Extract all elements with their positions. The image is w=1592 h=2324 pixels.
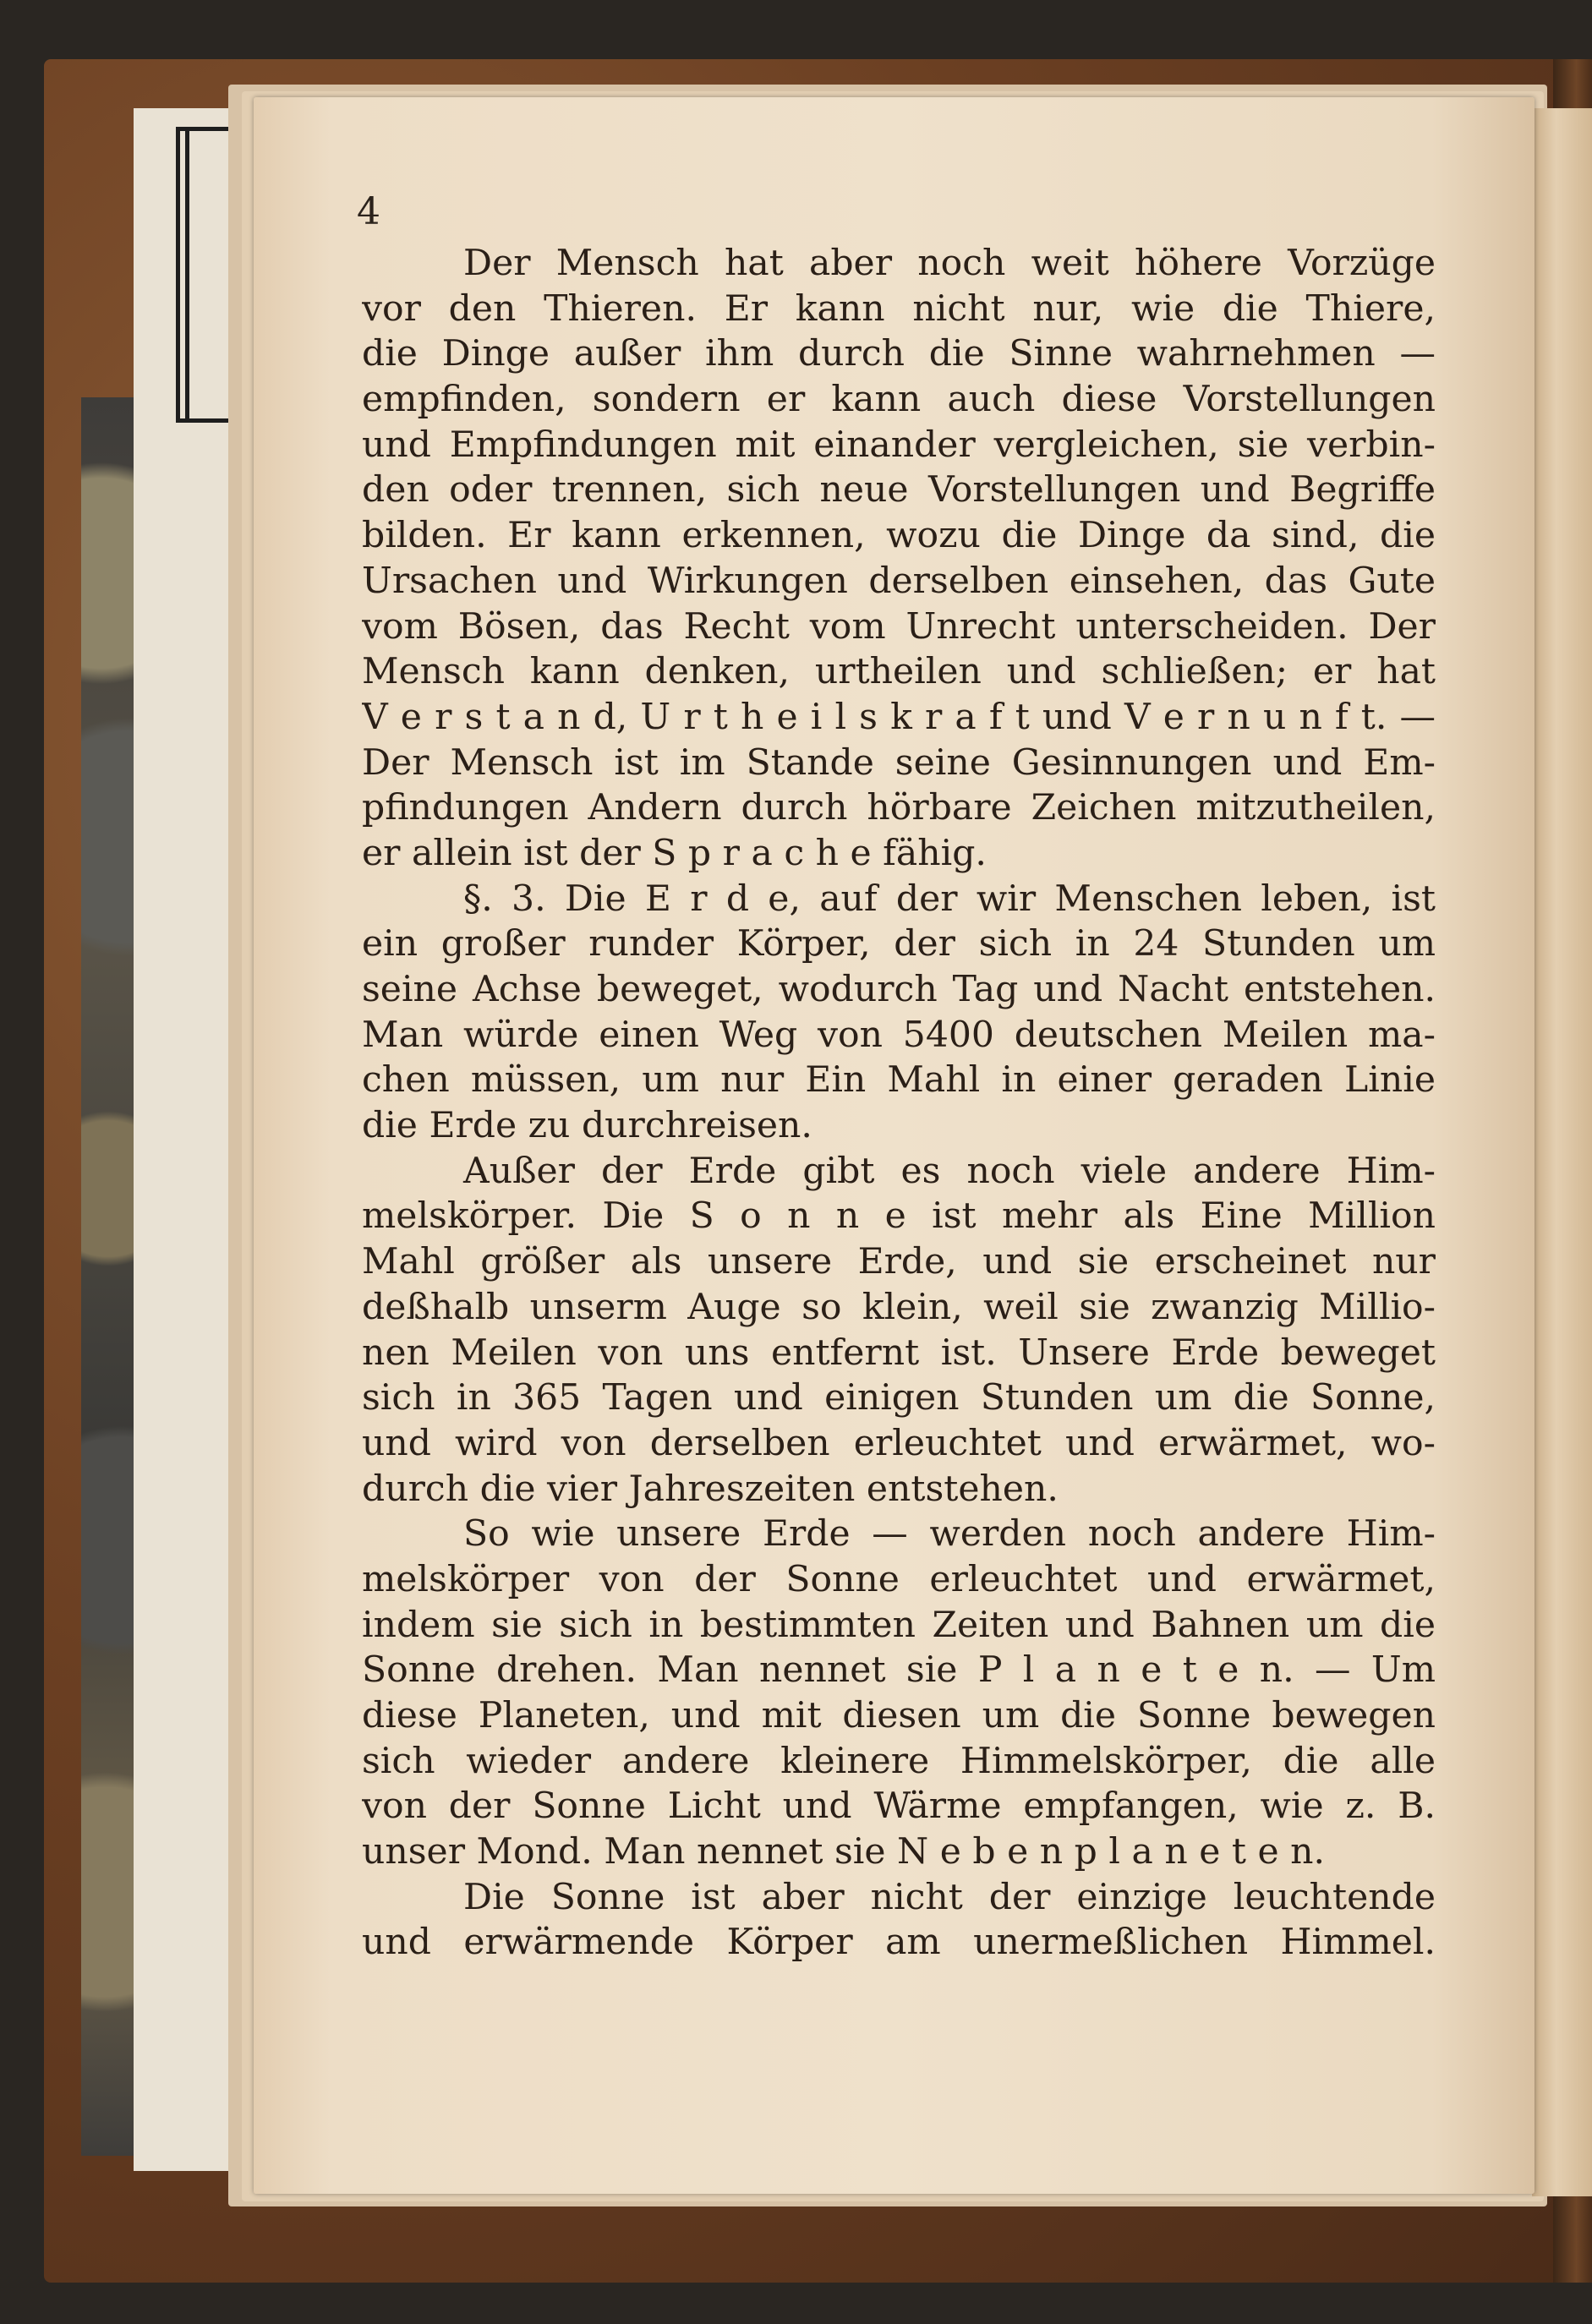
text-line: vor den Thieren. Er kann nicht nur, wie die Thiere, [362,287,1436,330]
text-line: Der Mensch ist im Stande seine Gesinnungen und Em- [362,741,1436,784]
text-line: von der Sonne Licht und Wärme empfangen, wie z. B. [362,1785,1436,1828]
text-line: Die Sonne ist aber nicht der einzige leuchtende [463,1876,1436,1918]
text-line: empfinden, sondern er kann auch diese Vorstellungen [362,379,1436,421]
text-line: chen müssen, um nur Ein Mahl in einer geraden Linie [362,1059,1436,1102]
text-line: Mensch kann denken, urtheilen und schließen; er hat [362,651,1436,693]
text-line: melskörper von der Sonne erleuchtet und erwärmet, [362,1558,1436,1600]
text-line: V e r s t a n d, U r t h e i l s k r a f t und V e r n u n f t. — [362,696,1436,738]
text-line: nen Meilen von uns entfernt ist. Unsere Erde beweget [362,1332,1436,1374]
text-line: pfindungen Andern durch hörbare Zeichen mitzutheilen, [362,787,1436,829]
text-line: Mahl größer als unsere Erde, und sie erscheinet nur [362,1241,1436,1283]
text-line: vom Bösen, das Recht vom Unrecht unterscheiden. Der [362,605,1436,648]
text-line: die Erde zu durchreisen. [362,1105,812,1147]
text-line: sich in 365 Tagen und einigen Stunden um die Sonne, [362,1377,1436,1419]
book-page [254,97,1535,2194]
text-line: §. 3. Die E r d e, auf der wir Menschen leben, ist [463,878,1436,920]
text-line: und wird von derselben erleuchtet und erwärmet, wo- [362,1422,1436,1464]
text-line: durch die vier Jahreszeiten entstehen. [362,1468,1059,1510]
text-line: Ursachen und Wirkungen derselben einsehen, das Gute [362,560,1436,602]
text-line: Der Mensch hat aber noch weit höhere Vorzüge [463,243,1436,284]
text-line: er allein ist der S p r a c h e fähig. [362,832,987,874]
text-line: bilden. Er kann erkennen, wozu die Dinge da sind, die [362,515,1436,557]
text-line: seine Achse beweget, wodurch Tag und Nacht entstehen. [362,969,1436,1010]
text-line: und Empfindungen mit einander vergleichen, sie verbin- [362,424,1436,466]
body-text [362,241,1436,1966]
text-line: So wie unsere Erde — werden noch andere Him- [463,1513,1436,1556]
facing-page-edge [1532,108,1592,2196]
text-line: ein großer runder Körper, der sich in 24 Stunden um [362,923,1436,965]
text-line: unser Mond. Man nennet sie N e b e n p l a n e t e n. [362,1831,1325,1873]
text-line: diese Planeten, und mit diesen um die Sonne bewegen [362,1695,1436,1736]
page-number: 4 [357,190,380,233]
text-line: melskörper. Die S o n n e ist mehr als Eine Million [362,1195,1436,1238]
text-line: die Dinge außer ihm durch die Sinne wahrnehmen — [362,333,1436,375]
text-line: indem sie sich in bestimmten Zeiten und Bahnen um die [362,1604,1436,1646]
text-line: Sonne drehen. Man nennet sie P l a n e t e n. — Um [362,1649,1436,1692]
text-line: und erwärmende Körper am unermeßlichen Himmel. [362,1922,1436,1964]
text-line: Außer der Erde gibt es noch viele andere Him- [463,1150,1436,1192]
text-line: den oder trennen, sich neue Vorstellungen und Begriffe [362,469,1436,511]
text-line: deßhalb unserm Auge so klein, weil sie zwanzig Millio- [362,1286,1436,1328]
text-line: sich wieder andere kleinere Himmelskörper, die alle [362,1740,1436,1782]
text-line: Man würde einen Weg von 5400 deutschen Meilen ma- [362,1014,1436,1056]
